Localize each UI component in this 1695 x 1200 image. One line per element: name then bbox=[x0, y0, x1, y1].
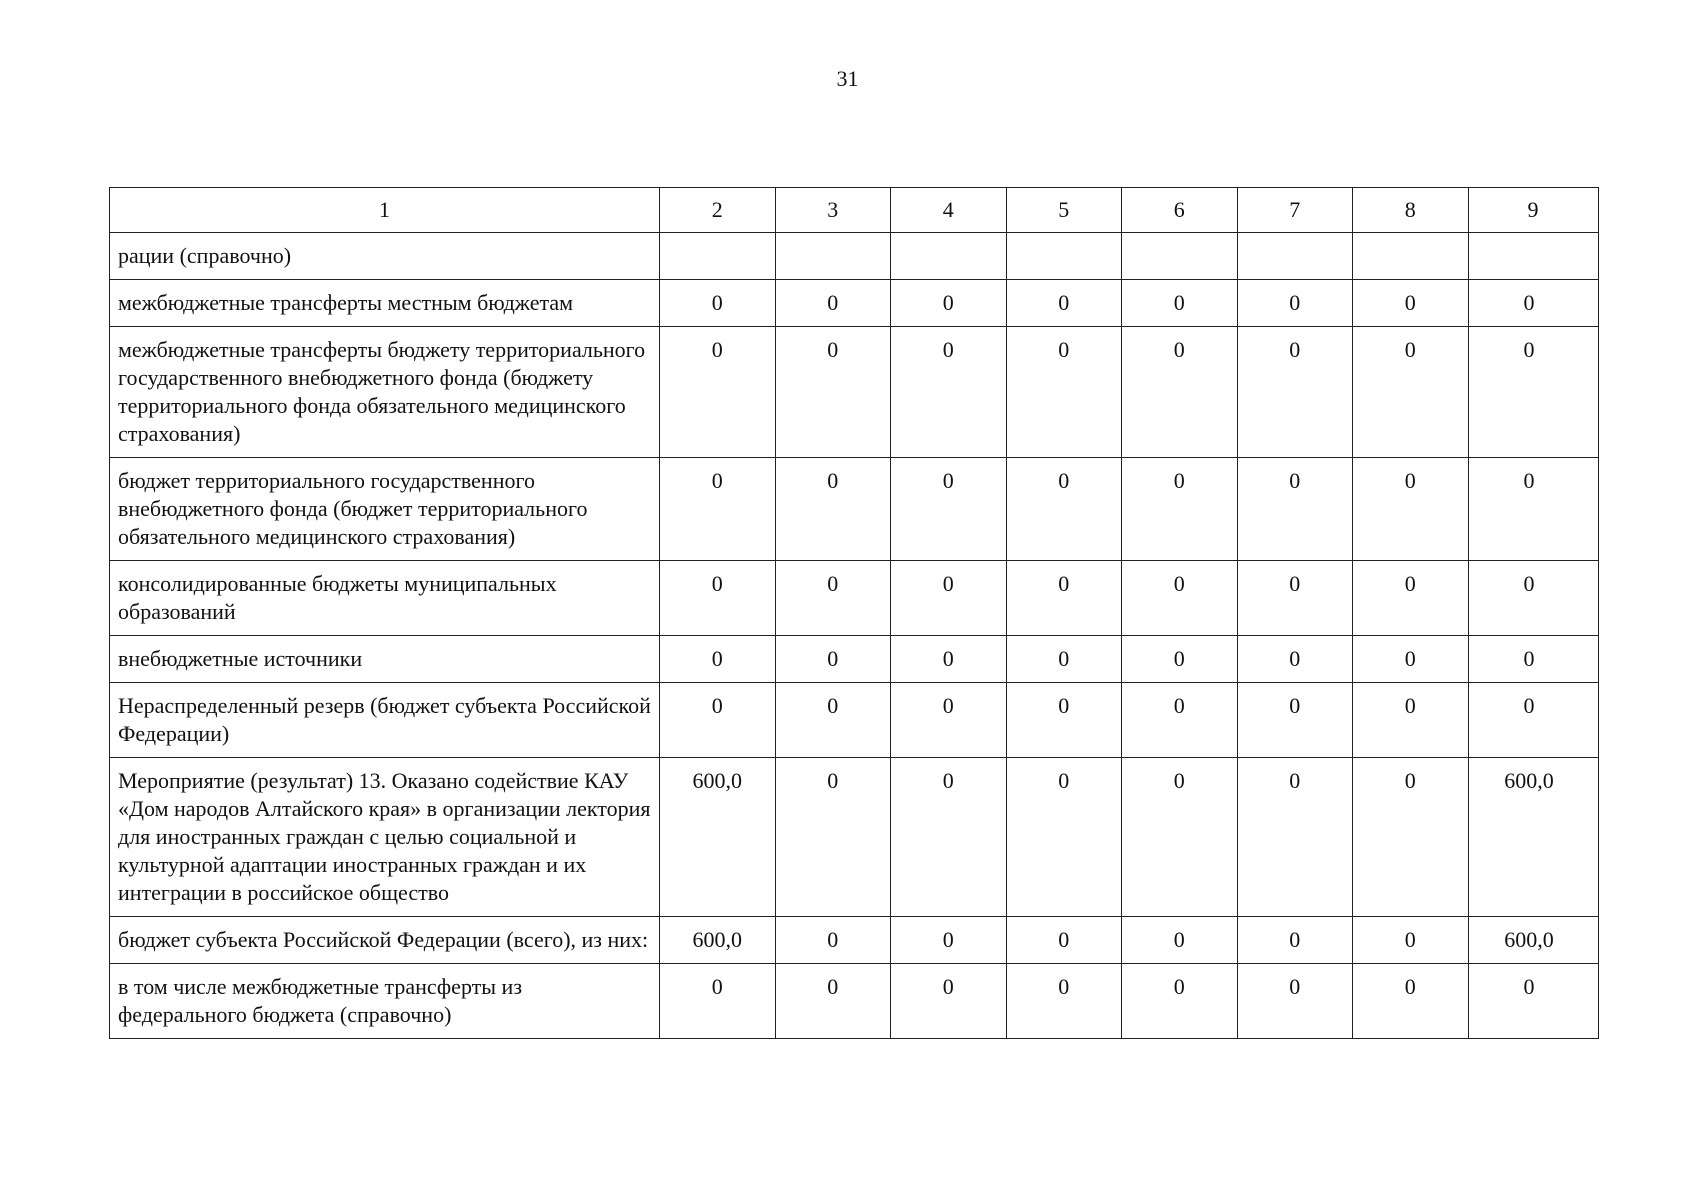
column-header: 5 bbox=[1006, 188, 1122, 233]
table-row bbox=[110, 758, 1599, 917]
table-row bbox=[110, 636, 1599, 683]
cell-value bbox=[891, 233, 1007, 280]
cell-value bbox=[1237, 233, 1353, 280]
cell-value: 0 bbox=[660, 683, 776, 758]
cell-value: 0 bbox=[891, 327, 1007, 458]
cell-value: 0 bbox=[1353, 458, 1469, 561]
cell-value: 0 bbox=[1006, 917, 1122, 964]
cell-value: 0 bbox=[1006, 561, 1122, 636]
cell-value: 0 bbox=[1122, 327, 1238, 458]
row-label: рации (справочно) bbox=[110, 233, 660, 280]
column-header: 3 bbox=[775, 188, 891, 233]
cell-value: 0 bbox=[775, 280, 891, 327]
row-label: консолидированные бюджеты муниципальных образований bbox=[110, 561, 660, 636]
page-number: 31 bbox=[836, 66, 859, 91]
cell-value bbox=[1122, 233, 1238, 280]
cell-value: 0 bbox=[1006, 758, 1122, 917]
cell-value: 0 bbox=[775, 458, 891, 561]
cell-value bbox=[660, 233, 776, 280]
table-header-row bbox=[110, 188, 1599, 233]
cell-value: 600,0 bbox=[1468, 758, 1598, 917]
row-label: Мероприятие (результат) 13. Оказано содействие КАУ «Дом народов Алтайского края» в организации лектория для иностранных граждан с целью социальной и культурной адаптации иностранных граждан и их интеграции в российское общество bbox=[110, 758, 660, 917]
row-label: бюджет субъекта Российской Федерации (всего), из них: bbox=[110, 917, 660, 964]
table-row bbox=[110, 233, 1599, 280]
cell-value: 0 bbox=[1468, 561, 1598, 636]
row-label: внебюджетные источники bbox=[110, 636, 660, 683]
cell-value: 0 bbox=[1122, 280, 1238, 327]
row-label: Нераспределенный резерв (бюджет субъекта Российской Федерации) bbox=[110, 683, 660, 758]
cell-value: 0 bbox=[660, 327, 776, 458]
cell-value: 0 bbox=[1006, 280, 1122, 327]
column-header: 4 bbox=[891, 188, 1007, 233]
cell-value bbox=[775, 233, 891, 280]
cell-value: 0 bbox=[1122, 758, 1238, 917]
column-header: 2 bbox=[660, 188, 776, 233]
column-header: 1 bbox=[110, 188, 660, 233]
cell-value: 0 bbox=[1122, 636, 1238, 683]
cell-value: 0 bbox=[1353, 561, 1469, 636]
table-row bbox=[110, 964, 1599, 1039]
cell-value: 0 bbox=[1122, 561, 1238, 636]
column-header: 8 bbox=[1353, 188, 1469, 233]
row-label: в том числе межбюджетные трансферты из федерального бюджета (справочно) bbox=[110, 964, 660, 1039]
cell-value: 0 bbox=[891, 917, 1007, 964]
cell-value: 0 bbox=[891, 458, 1007, 561]
table-row bbox=[110, 917, 1599, 964]
cell-value: 0 bbox=[775, 683, 891, 758]
cell-value: 0 bbox=[1468, 636, 1598, 683]
cell-value: 0 bbox=[1006, 458, 1122, 561]
cell-value: 0 bbox=[1122, 964, 1238, 1039]
cell-value: 0 bbox=[1353, 758, 1469, 917]
cell-value: 0 bbox=[891, 636, 1007, 683]
cell-value: 0 bbox=[660, 636, 776, 683]
cell-value: 0 bbox=[775, 561, 891, 636]
cell-value: 0 bbox=[1006, 636, 1122, 683]
cell-value: 0 bbox=[1353, 327, 1469, 458]
cell-value: 0 bbox=[891, 561, 1007, 636]
cell-value: 0 bbox=[1237, 561, 1353, 636]
cell-value: 600,0 bbox=[660, 917, 776, 964]
cell-value: 0 bbox=[1006, 683, 1122, 758]
cell-value: 0 bbox=[1353, 917, 1469, 964]
table-row bbox=[110, 561, 1599, 636]
cell-value: 0 bbox=[1353, 280, 1469, 327]
row-label: межбюджетные трансферты бюджету территориального государственного внебюджетного фонда (бюджету территориального фонда обязательного медицинского страхования) bbox=[110, 327, 660, 458]
table-row bbox=[110, 280, 1599, 327]
cell-value: 600,0 bbox=[660, 758, 776, 917]
cell-value: 0 bbox=[1353, 636, 1469, 683]
cell-value: 600,0 bbox=[1468, 917, 1598, 964]
cell-value: 0 bbox=[1006, 964, 1122, 1039]
column-header: 9 bbox=[1468, 188, 1598, 233]
table-row bbox=[110, 683, 1599, 758]
row-label: бюджет территориального государственного внебюджетного фонда (бюджет территориального обязательного медицинского страхования) bbox=[110, 458, 660, 561]
cell-value: 0 bbox=[1353, 964, 1469, 1039]
cell-value: 0 bbox=[775, 327, 891, 458]
column-header: 6 bbox=[1122, 188, 1238, 233]
cell-value: 0 bbox=[1122, 917, 1238, 964]
cell-value: 0 bbox=[660, 458, 776, 561]
cell-value: 0 bbox=[1237, 917, 1353, 964]
cell-value bbox=[1353, 233, 1469, 280]
cell-value: 0 bbox=[775, 917, 891, 964]
cell-value: 0 bbox=[1468, 280, 1598, 327]
cell-value: 0 bbox=[1237, 327, 1353, 458]
cell-value: 0 bbox=[1353, 683, 1469, 758]
cell-value: 0 bbox=[1122, 458, 1238, 561]
cell-value: 0 bbox=[775, 636, 891, 683]
cell-value: 0 bbox=[1237, 280, 1353, 327]
cell-value: 0 bbox=[1237, 458, 1353, 561]
cell-value: 0 bbox=[1122, 683, 1238, 758]
cell-value: 0 bbox=[891, 683, 1007, 758]
cell-value: 0 bbox=[1468, 458, 1598, 561]
cell-value: 0 bbox=[1237, 758, 1353, 917]
cell-value: 0 bbox=[1468, 964, 1598, 1039]
cell-value: 0 bbox=[1237, 636, 1353, 683]
cell-value: 0 bbox=[1468, 683, 1598, 758]
cell-value: 0 bbox=[1237, 683, 1353, 758]
cell-value: 0 bbox=[891, 758, 1007, 917]
cell-value: 0 bbox=[891, 280, 1007, 327]
cell-value: 0 bbox=[891, 964, 1007, 1039]
cell-value bbox=[1006, 233, 1122, 280]
cell-value: 0 bbox=[1006, 327, 1122, 458]
budget-table bbox=[109, 187, 1599, 1039]
table-row bbox=[110, 458, 1599, 561]
cell-value: 0 bbox=[660, 561, 776, 636]
cell-value: 0 bbox=[1237, 964, 1353, 1039]
cell-value bbox=[1468, 233, 1598, 280]
column-header: 7 bbox=[1237, 188, 1353, 233]
cell-value: 0 bbox=[775, 964, 891, 1039]
cell-value: 0 bbox=[775, 758, 891, 917]
cell-value: 0 bbox=[1468, 327, 1598, 458]
cell-value: 0 bbox=[660, 280, 776, 327]
cell-value: 0 bbox=[660, 964, 776, 1039]
row-label: межбюджетные трансферты местным бюджетам bbox=[110, 280, 660, 327]
table-row bbox=[110, 327, 1599, 458]
